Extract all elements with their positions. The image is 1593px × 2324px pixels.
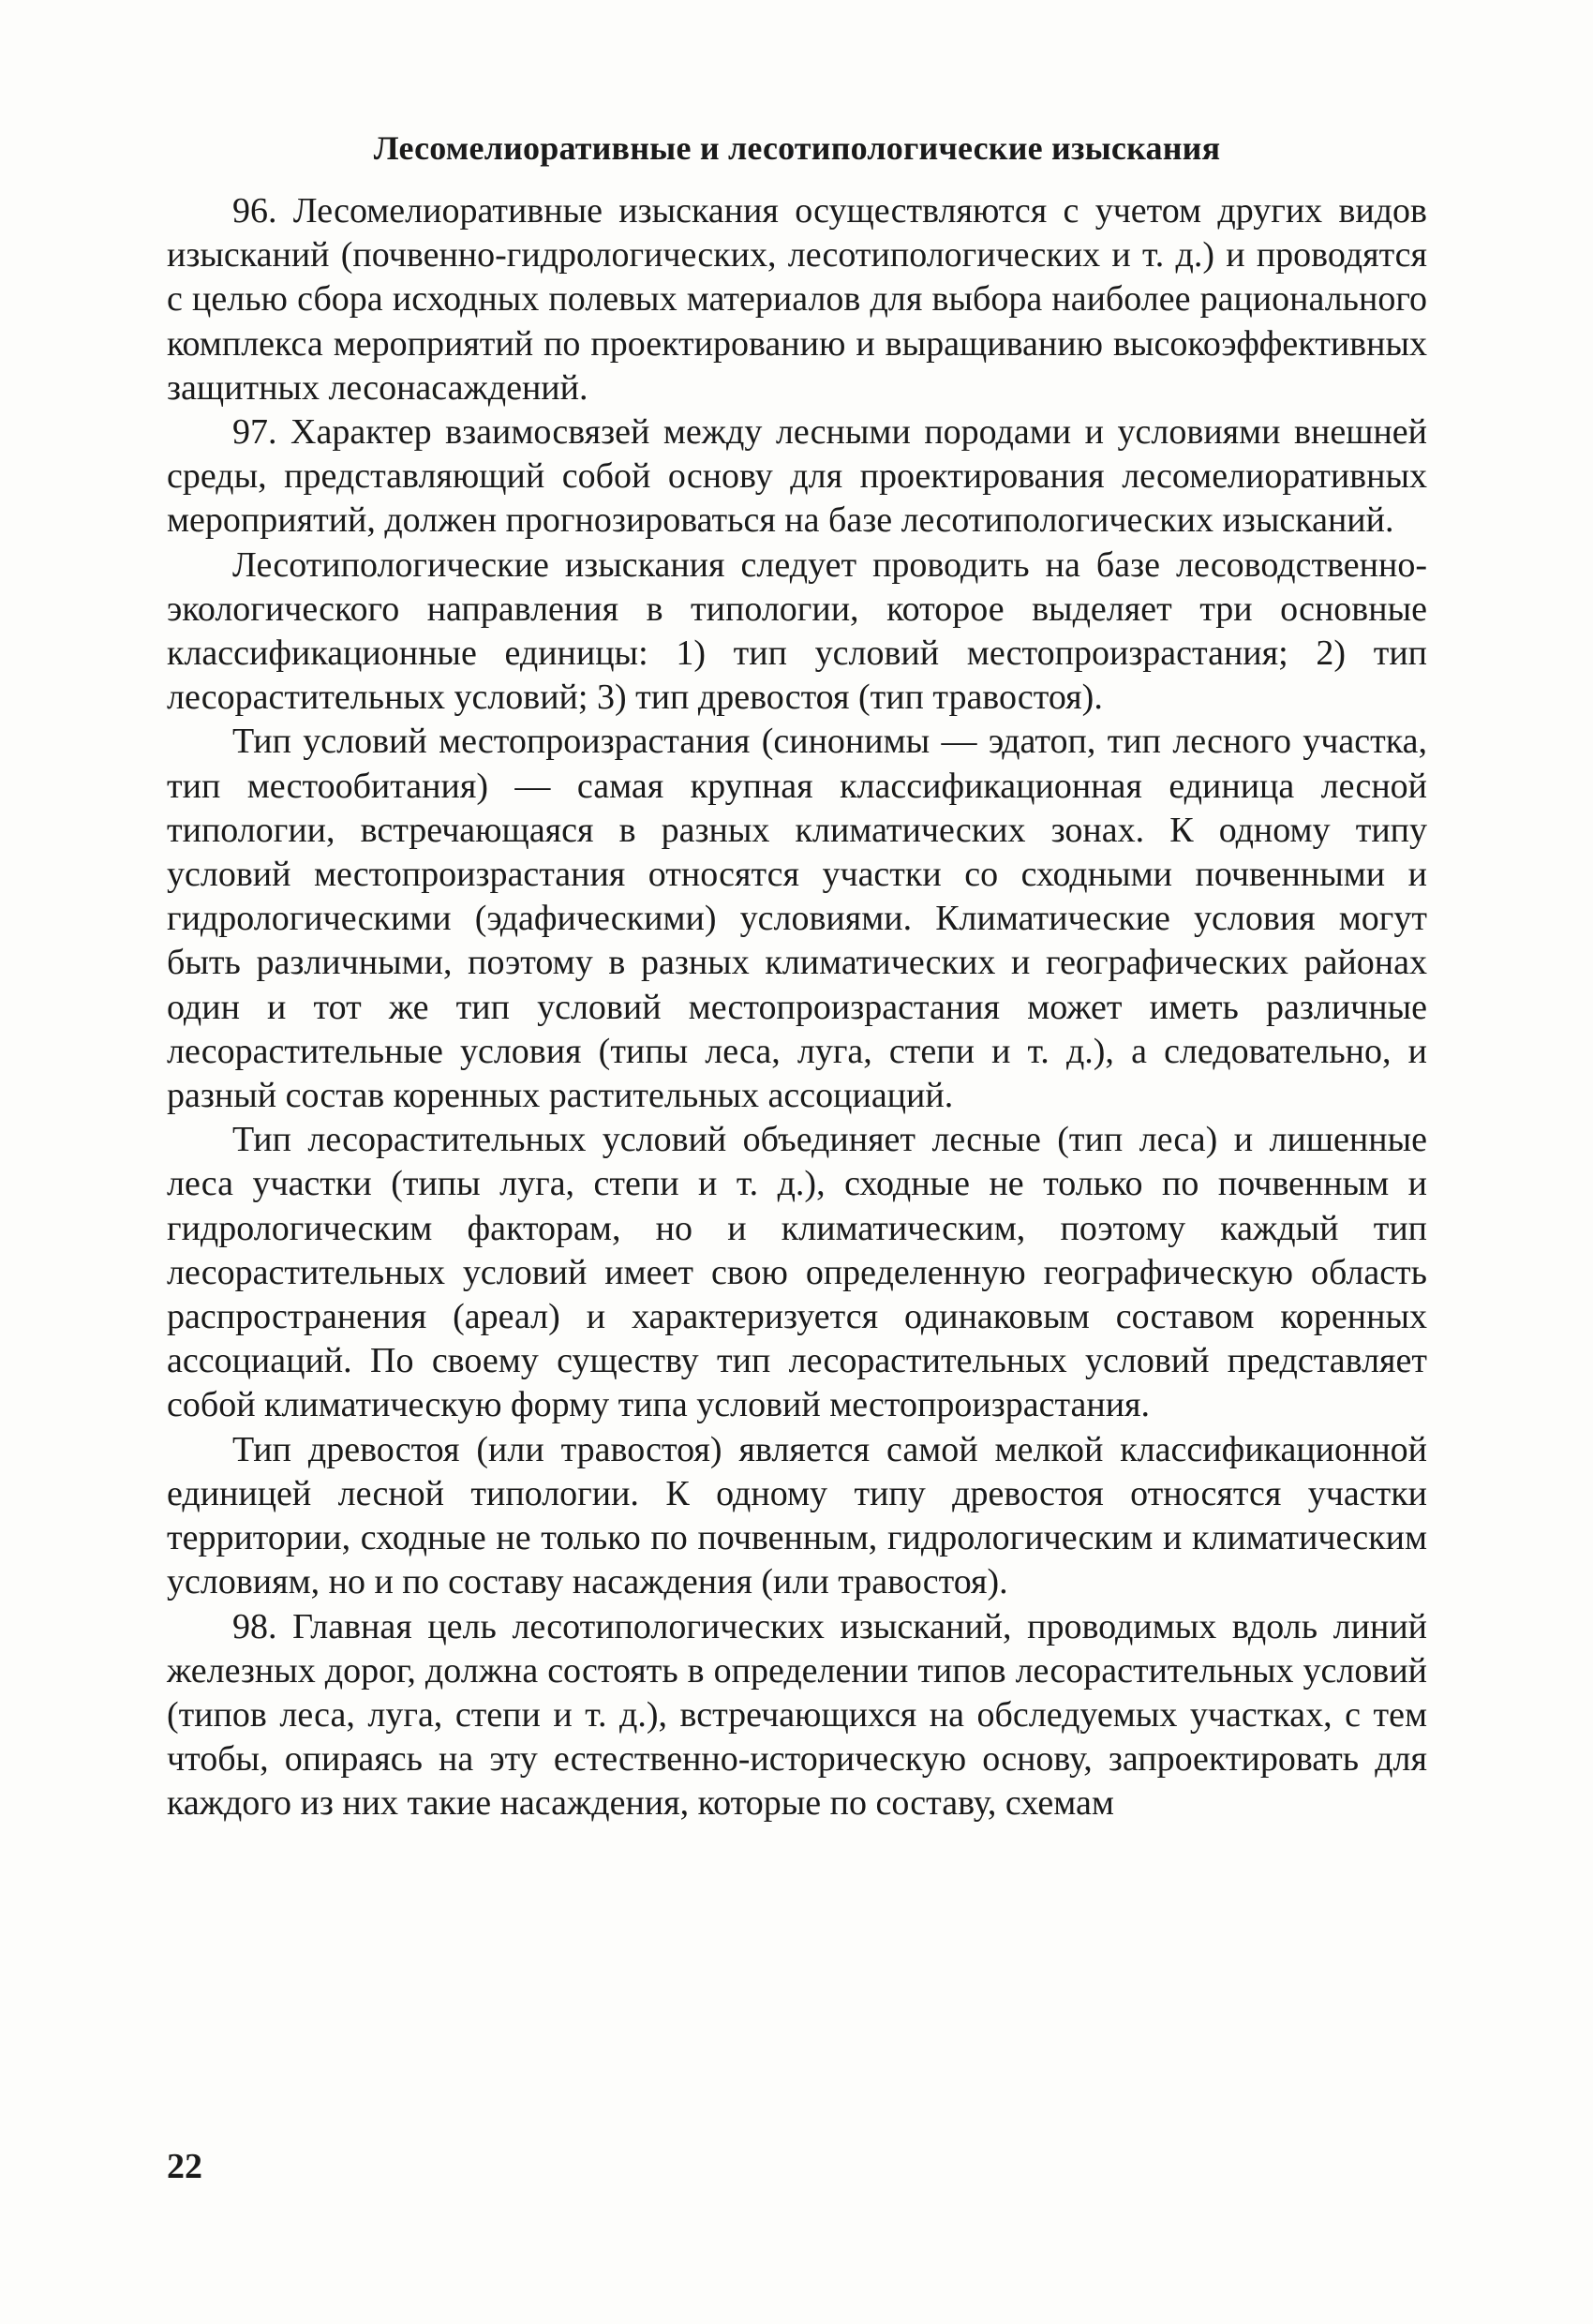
page-body bbox=[167, 120, 1427, 1826]
paragraph-97: 97. Характер взаимосвязей между лесными породами и условиями внешней среды, представляющий собой основу для проектирования лесомелиоративных мероприятий, должен прогнозироваться на базе лесотипологических изысканий. bbox=[167, 412, 1427, 541]
page-number: 22 bbox=[167, 2147, 202, 2186]
paragraph-96: 96. Лесомелиоративные изыскания осуществляются с учетом других видов изысканий (почвенно-гидрологических, лесотипологических и т. д.) и проводятся с целью сбора исходных полевых материалов для выбора наиболее рационального комплекса мероприятий по проектированию и выращиванию высокоэффективных защитных лесонасаждений. bbox=[167, 191, 1427, 408]
paragraph-98: 98. Главная цель лесотипологических изысканий, проводимых вдоль линий железных дорог, должна состоять в определении типов лесорастительных условий (типов леса, луга, степи и т. д.), встречающихся на обследуемых участках, с тем чтобы, опираясь на эту естественно-историческую основу, запроектировать для каждого из них такие насаждения, которые по составу, схемам bbox=[167, 1606, 1427, 1824]
paragraph-stand-type: Тип древостоя (или травостоя) является самой мелкой классификационной единицей лесной типологии. К одному типу древостоя относятся участки территории, сходные не только по почвенным, гидрологическим и климатическим условиям, но и по составу насаждения (или травостоя). bbox=[167, 1429, 1427, 1602]
paragraph-forest-growing-conditions: Тип лесорастительных условий объединяет лесные (тип леса) и лишенные леса участки (типы луга, степи и т. д.), сходные не только по почвенным и гидрологическим факторам, но и климатическим, поэтому каждый тип лесорастительных условий имеет свою определенную географическую область распространения (ареал) и характеризуется одинаковым составом коренных ассоциаций. По своему существу тип лесорастительных условий представляет собой климатическую форму типа условий местопроизрастания. bbox=[167, 1120, 1427, 1425]
paragraph-site-type: Тип условий местопроизрастания (синонимы — эдатоп, тип лесного участка, тип местообитания) — самая крупная классификационная единица лесной типологии, встречающаяся в разных климатических зонах. К одному типу условий местопроизрастания относятся участки со сходными почвенными и гидрологическими (эдафическими) условиями. Климатические условия могут быть различными, поэтому в разных климатических и географических районах один и тот же тип условий местопроизрастания может иметь различные лесорастительные условия (типы леса, луга, степи и т. д.), а следовательно, и разный состав коренных растительных ассоциаций. bbox=[167, 722, 1427, 1116]
paragraph-typology-units: Лесотипологические изыскания следует проводить на базе лесоводственно-экологического направления в типологии, которое выделяет три основные классификационные единицы: 1) тип условий местопроизрастания; 2) тип лесорастительных условий; 3) тип древостоя (тип травостоя). bbox=[167, 544, 1427, 718]
section-title: Лесомелиоративные и лесотипологические изыскания bbox=[373, 129, 1221, 167]
